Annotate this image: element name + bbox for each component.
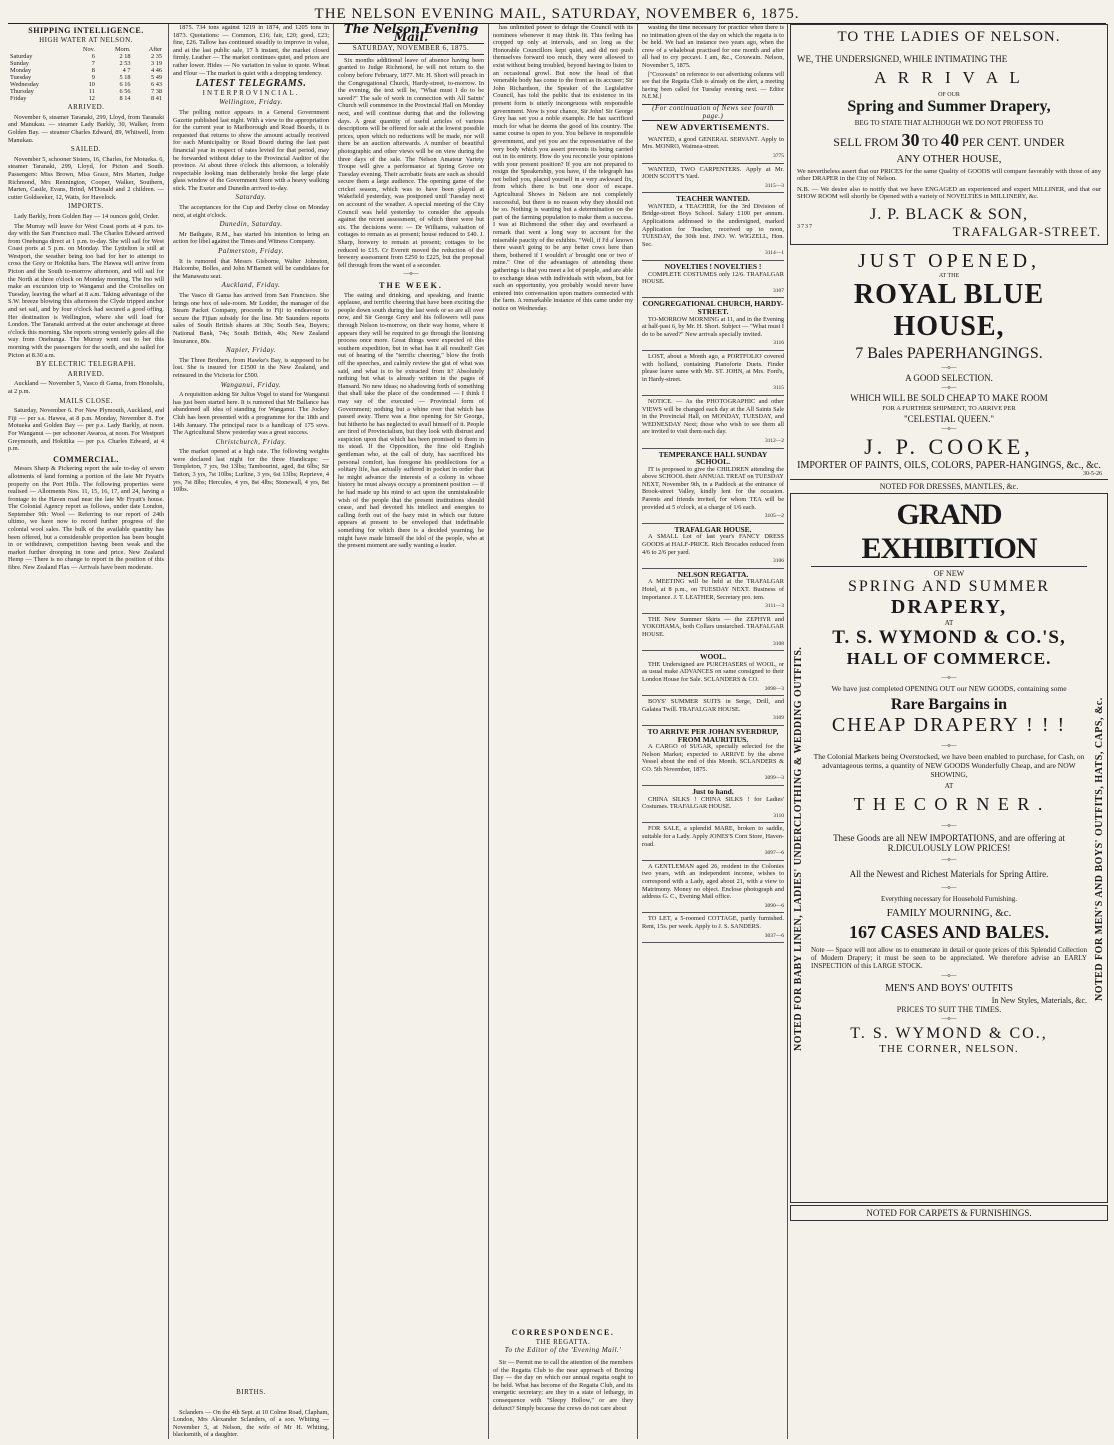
ad-code: 3115—3 xyxy=(764,182,784,189)
ad-text: CHINA SILKS ! CHINA SILKS ! for Ladies' Costumes. TRAFALGAR HOUSE. xyxy=(642,795,784,811)
further-shipment-text: FOR A FURTHER SHIPMENT, TO ARRIVE PER xyxy=(882,405,1016,412)
telegraph-text: Auckland — November 5, Vasco di Gama, from Honolulu, at 2 p.m. xyxy=(8,380,164,395)
ads-list xyxy=(642,134,784,943)
interprovincial-heading: INTERPROVINCIAL. xyxy=(202,88,300,97)
importations-text: These Goods are all NEW IMPORTATIONS, and are offering at R.DICULOUSLY LOW PRICES! xyxy=(833,833,1065,853)
tide-header: Morn. xyxy=(114,46,131,54)
column-rule xyxy=(488,24,489,1439)
ad-heading: CONGREGATIONAL CHURCH, HARDY-STREET. xyxy=(642,299,784,316)
classified-ad xyxy=(642,786,784,823)
ad-heading: WOOL. xyxy=(699,652,727,662)
newest-materials-text: All the Newest and Richest Materials for Spring Attire. xyxy=(849,869,1049,879)
telegram-text: The market opened at a high rate. The following weights were declared last night for the three Handicaps: — Templeton, 7 yrs, 9st 13lbs; Tambourini, aged, 8st 6lbs; Sir Tatton, 3 yrs, 7st 10lbs; Lurline, 3 yrs, 6st 13lbs; Reprieve, 4 yrs, 7st 8lbs; Hercules, 4 yrs, 8st 4lbs; Stonewall, 4 yrs, 8st 10lbs. xyxy=(173,448,329,494)
hall-of-commerce-text: HALL OF COMMERCE. xyxy=(846,649,1052,668)
tide-row xyxy=(8,88,164,95)
tide-cell: 6 43 xyxy=(150,81,162,89)
masthead: THE NELSON EVENING MAIL, SATURDAY, NOVEMBER 6, 1875. xyxy=(314,6,800,22)
ad-heading: NOVELTIES ! NOVELTIES ! xyxy=(664,262,762,272)
regatta-letter: Sir — Permit me to call the attention of the members of the Regatta Club to the near approach of Boxing Day — the day on which our annual regatta ought to be held. What has become of the Regatta Club, and its energetic secretary; are they in a state of lethargy, in consequence with "Sleepy Hollow," or are they defunct? Simply because the crews do not care about xyxy=(493,1359,633,1439)
editor-note: ["Coxswain" on reference to our advertising columns will see that the Regatta Club is already on the alert, a meeting having been called for Tuesday evening next. — Editor N.E.M.] xyxy=(642,71,784,101)
tide-cell: 4 7 xyxy=(122,67,131,75)
ad-code: 3115 xyxy=(773,385,784,392)
black-son-address: TRAFALGAR-STREET. xyxy=(952,224,1101,239)
tide-cell: 9 xyxy=(91,74,95,82)
dateline: Saturday. xyxy=(235,193,267,202)
commercial-text: Messrs Sharp & Pickering report the sale to-day of seven allotments of land forming a portion of the late Mr Fryatt's property on the Port Hills. The following properties were realised — Allotments Nos. 11, 15, 16, 17, and 24, having a frontage to the Haven road near the late Mr Fryatt's house. The Colonial Agency report as follows, under date London, September 9th: Wool — Referring to our report of 24th ultimo, we have now to record further progress of the colonial wool sales. The bulk of the available quantity has been offered, but a considerable proportion has been bought in or withdrawn, competition having been weak and the market further drooping in tone and price. New Zealand Hemp — There is no change to report in the position of this fibre. New Zealand Flax — Arrivals have been moderate. xyxy=(8,465,164,572)
ad-text: WANTED, a good GENERAL SERVANT. Apply to Mrs. MONRO, Waimea-street. xyxy=(642,135,784,151)
beg-text: BEG TO STATE THAT ALTHOUGH WE DO NOT PROFESS TO xyxy=(854,119,1044,127)
black-code: 3737 xyxy=(797,224,813,230)
ad-text: TO LET, a 5-roomed COTTAGE, partly furnished. Rent, 15s. per week. Apply to J. S. SANDERS. xyxy=(642,915,784,930)
sailed-text: November 5, schooner Sisters, 16, Charles, for Motueka. 6, steamer Taranaki, 299, Lloyd, for Picton and South. Passengers: Miss Brown, Miss Grace, Mrs Marten, Judge Richmond, Mrs Rennington, Cooper, Walker, Southern, Marten, Castle, Evans, Brind, M'Donald and 2 children. — cutter Goldseeker, 12, Watts, for Havelock. xyxy=(8,155,164,201)
sailed-heading: SAILED. xyxy=(70,145,102,154)
ad-text: BOYS' SUMMER SUITS in Serge, Drill, and Galatea Twill. TRAFALGAR HOUSE. xyxy=(642,698,784,713)
spring-drapery-text: Spring and Summer Drapery, xyxy=(847,98,1051,115)
cases-bales-text: 167 CASES AND BALES. xyxy=(848,922,1050,942)
ladies-heading: TO THE LADIES OF NELSON. xyxy=(837,29,1061,45)
bales-text: 7 Bales PAPERHANGINGS. xyxy=(855,345,1043,362)
tide-cell: 6 xyxy=(91,53,95,61)
right-advert-column xyxy=(790,24,1108,1439)
sold-cheap-text: WHICH WILL BE SOLD CHEAP TO MAKE ROOM xyxy=(850,393,1048,403)
tide-row xyxy=(8,81,164,88)
classified-ad xyxy=(642,861,784,914)
grand-exhibition-title: GRAND EXHIBITION xyxy=(811,498,1087,567)
mails-text: Saturday, November 6. For New Plymouth, Auckland, and Fiji — per s.s. Hawea, at 8 p.m. Monday, November 8. For Motueka and Golden Bay — per p.s. Lady Barkly, at noon. For Wanganui — per schooner Awaroa, at noon. For Westport Greymouth, and Hokitika — per p.s. Charles Edward, at 4 p.m. xyxy=(8,407,164,453)
space-note-text: Note — Space will not allow us to enumerate in detail or quote prices of this Splendid Collection of Modern Drapery; it must be seen to be appreciated. We therefore advise an EARLY INSPECTION of this LARGE STOCK. xyxy=(811,946,1087,970)
column-rule xyxy=(168,24,169,1439)
at2-text: AT xyxy=(944,782,954,790)
tide-cell: 5 18 xyxy=(119,74,131,82)
ad-heading: TEMPERANCE HALL SUNDAY SCHOOL. xyxy=(658,449,768,467)
dateline: Auckland, Friday. xyxy=(221,281,281,290)
tide-header: After xyxy=(148,46,162,54)
classified-ad xyxy=(642,449,784,524)
the-corner-text: T H E C O R N E R . xyxy=(853,794,1045,814)
ad-code: 3110 xyxy=(773,812,784,819)
ad-code: 3114—1 xyxy=(764,250,784,257)
ad-heading: Just to hand. xyxy=(692,787,734,797)
importer-text: IMPORTER OF PAINTS, OILS, COLORS, PAPER-HANGINGS, &c., &c. xyxy=(797,460,1101,471)
black-son-name: J. P. BLACK & SON, xyxy=(869,206,1029,223)
tide-cell: 8 14 xyxy=(119,95,131,103)
corner-nelson-text: THE CORNER, NELSON. xyxy=(879,1043,1019,1055)
ad-code: 3111—3 xyxy=(765,603,784,610)
editorial-date: SATURDAY, NOVEMBER 6, 1875. xyxy=(338,43,484,55)
noted-dresses-text: NOTED FOR DRESSES, MANTLES, &c. xyxy=(879,482,1019,491)
new-ads-heading: NEW ADVERTISEMENTS. xyxy=(656,122,770,133)
dateline: Christchurch, Friday. xyxy=(215,437,287,446)
ad-text: A GENTLEMAN aged 26, resident in the Colonies two years, with an independent income, wishes to correspond with a Lady, aged about 21, with a view to Matrimony. Money no object. Enclose photograph and address G. C., Evening Mail office. xyxy=(642,862,784,901)
celestial-queen-text: "CELESTIAL QUEEN." xyxy=(904,414,994,424)
arrival-text: A R R I V A L xyxy=(874,68,1024,87)
regatta-to-editor: To the Editor of the 'Evening Mail.' xyxy=(493,1347,633,1355)
column-telegrams xyxy=(173,24,329,1439)
classified-ad xyxy=(642,524,784,569)
ad-code: 3108 xyxy=(773,640,784,647)
telegram-text: The polling notice appears in a General Government Gazette published last night. With a view to the appropriation for the current year to Marlborough and Road Boards, it is requested that returns to show the amount actually received for each Municipality or Road Board during the last past financial year in respect of rates levied for that period, may be forwarded without delay to the Provincial Auditor of the province. At about three o'clock this afternoon, a tolerably respectable looking man deliberately broke the large plate glass window of the Government Store with a heavy walking stick. The Exeter and Dunedin arrived to-day. xyxy=(173,108,329,192)
tide-cell: Tuesday xyxy=(10,74,32,82)
tide-row xyxy=(8,74,164,81)
correspondence-heading: CORRESPONDENCE. xyxy=(493,1329,633,1337)
mourning-text: FAMILY MOURNING, &c. xyxy=(886,907,1012,919)
tide-cell: 8 41 xyxy=(150,95,162,103)
column-shipping xyxy=(8,24,164,1439)
dateline: Dunedin, Saturday. xyxy=(219,220,283,229)
classified-ad xyxy=(642,396,784,449)
column-new-advertisements xyxy=(642,24,784,1439)
good-selection-text: A GOOD SELECTION. xyxy=(905,373,993,383)
tide-header: Nov. xyxy=(82,46,95,54)
tide-cell: 3 19 xyxy=(150,60,162,68)
ad-heading: NELSON REGATTA. xyxy=(677,569,749,579)
wymond-name-footer: T. S. WYMOND & CO., xyxy=(850,1025,1048,1042)
nb-text: N.B. — We desire also to notify that we have ENGAGED an experienced and expert MILLINER, and that our SHOW ROOM will shortly be Opened with a variety of NOVELTIES in MILLINERY, &c. xyxy=(797,186,1101,200)
ad-heading: TRAFALGAR HOUSE. xyxy=(674,524,752,534)
classified-ad xyxy=(642,134,784,164)
arrived-text: November 6, steamer Taranaki, 299, Lloyd, from Taranaki and Manukau. — steamer Lady Barkly, 30, Walker, from Golden Bay. — steamer Charles Edward, 89, Whitwell, from Manukau. xyxy=(8,113,164,144)
tide-cell: 8 xyxy=(91,67,95,75)
mails-heading: MAILS CLOSE. xyxy=(59,396,113,405)
telegraph-subheading: ARRIVED. xyxy=(67,369,105,378)
editorial-text: Six months additional leave of absence having been granted to Judge Richmond, he will not return to the colony before February, 1877. Mr. H. Short will preach in the Congregational Church, Hardy-street, to-morrow. In the evening, the text will be, "What must I do to be saved?" The sale of work in connection with All Saints' Church will commence in the Provincial Hall on Monday next, and will continue during that and the following days. A great quantity of useful articles of various descriptions will be offered for sale at the lowest possible prices, upon which no reductions will be made, nor will there be an auction afterwards. A number of beautiful photographic and other views will be on view during the three days of the sale. The Nelson Amateur Variety Troupe will give a performance at Spring Grove on Tuesday evening. Their acrobatic feats are such as should secure them a large audience. The opening game of the cricket season, which was to have been played at Wakefield yesterday, was postponed until Tuesday next on account of the weather. A special meeting of the City Council was held yesterday to consider the appeals against the recent assessment, of which there were but six. The decisions were: — Dr Williams, valuation of cottages to remain as at present; house reduced to £40. J. Sharp, brewery to remain at present; cottages to be reduced to £15. Cr Everett moved the reduction of the brewery assessment from £250 to £225, but the proposal fell through from the want of a seconder. xyxy=(338,56,484,269)
ad-text: A MEETING will be held at the TRAFALGAR Hotel, at 8 p.m., on TUESDAY NEXT. Business of importance. J. T. LEATHER, Secretary pro. tem. xyxy=(642,578,784,601)
classified-ad xyxy=(642,913,784,943)
ad-code: 3090—6 xyxy=(764,902,784,909)
tide-cell: 2 35 xyxy=(150,53,162,61)
classified-ad xyxy=(642,614,784,651)
column-rule xyxy=(333,24,334,1439)
tide-cell: 6 16 xyxy=(119,81,131,89)
just-opened-text: JUST OPENED, xyxy=(857,250,1041,272)
telegram-text: The Three Brothers, from Hawke's Bay, is supposed to be lost. She is insured for £1500 in the New Zealand, and reinsured in the Victoria for £500. xyxy=(173,356,329,379)
ad-heading: TEACHER WANTED. xyxy=(676,194,750,204)
tide-cell: 5 49 xyxy=(150,74,162,82)
sell-from-text: SELL FROM xyxy=(833,135,899,149)
column-editorial: The Nelson Evening Mail. SATURDAY, NOVEMBER 6, 1875. Six months additional leave of absence having been granted to Judge Richmond, he will not return to the colony before February, 1877. Mr. H. Short will preach in the Congregational Church, Hardy-street, to-morrow. In the evening, the text will be, "What must I do to be saved?" The sale of work in connection with All Saints' Church will commence in the Provincial Hall on Monday next, and will continue during that and the following days. A great quantity of useful articles of various descriptions will be offered for sale at the lowest possible prices, upon which no reductions will be made, nor will there be an auction afterwards. A number of beautiful photographic and other views will be on view during the three days of the sale. The Nelson Amateur Variety Troupe will give a performance at Spring Grove on Tuesday evening. Their acrobatic feats are such as should secure them a large audience. The opening game of the cricket season, which was to have been played at Wakefield yesterday, was postponed until Tuesday next on account of the weather. A special meeting of the City Council was held yesterday to consider the appeals against the recent assessment, of which there were but six. The decisions were: — Dr Williams, valuation of cottages to remain as at present; house reduced to £40. J. Sharp, brewery to remain at present; cottages to be reduced to £15. Cr Everett moved the reduction of the brewery assessment from £250 to £225, but the proposal fell through from the want of a seconder. —o— THE WEEK. The eating and drinking, and speaking, and frantic applause, and terrific cheering that have been exciting the people down south during the last week or so are all over now, and Sir George Grey and his followers will pass through Nelson to-morrow, on their way home, where it appears they will be required to go through the lionising process once more. Great things were expected of this southern expedition, but in what has it all resulted? Get out of hearing of the "terrific cheering," blow the froth off the speeches, and calmly review the gist of what was said, and what is to be extracted from it? Absolutely nothing but what is already written in the pages of Hansard. No new ideas; no shadowing forth of something that shall take the place of the condemned — I think I may say of the executed — Provincial form of Government; nothing but a whine over that which has passed away. There was a fine opening for Sir George, but hitherto he has neglected to avail himself of it. People are tired of Provincialism, but they look with distrust and suspicion upon that which has been promised to them in its stead. If the Opposition, the fine old English gentleman who, at the call of duty, has sacrificed his personal comfort, has foregone his predilections for a solitary life, has actually suffered in pocket in order that he might advance the interests of a colony in whose history he must always occupy a prominent position — if he had made up his mind to act upon the unmistakeable wish of the people that the present institutions should cease, and had devoted his intellect and energies to calling forth out of the hazy mist in which our future appears at present to be enveloped that indefinable something for which there is a decided yearning, he might have made himself the idol of the people, who at the present moment are sadly wanting a leader. xyxy=(338,24,484,550)
ad-text: A SMALL Lot of last year's FANCY DRESS GOODS at HALF-PRICE. Rich Brocades reduced from 4/6 to 2/6 per yard. xyxy=(642,533,784,556)
rare-bargains-text: Rare Bargains in xyxy=(890,696,1008,713)
of-our-text: OF OUR xyxy=(938,92,960,98)
tide-cell: 2 18 xyxy=(119,53,131,61)
tide-cell: 2 53 xyxy=(119,60,131,68)
ad-text: FOR SALE, a splendid MARE, broken to saddle, suitable for a Lady. Apply JONES'S Corn Store, Haven-road. xyxy=(642,825,784,848)
drapery-text: DRAPERY, xyxy=(890,596,1008,618)
ad-code: 3099—3 xyxy=(764,775,784,782)
ad-code: 3106 xyxy=(773,558,784,565)
at-text: AT xyxy=(944,619,954,627)
telegram-text: The Vasco di Gama has arrived from San Francisco. She brings one box of sale-room. Mr Lodder, the manager of the Steam Packet Company, proceeds to Fiji to endeavour to secure the Fijian subsidy for the line. Mr Saunders reports sales of South British shares at 30s; South Sea, Buyers; National Bank, 74s; South British, 40s; New Zealand Insurance, 80s. xyxy=(173,292,329,345)
cooke-name: J. P. COOKE, xyxy=(864,434,1034,459)
tide-row xyxy=(8,67,164,74)
noted-carpets-text: NOTED FOR CARPETS & FURNISHINGS. xyxy=(790,1205,1108,1221)
telegram-text: A requisition asking Sir Julius Vogel to stand for Wanganui has just been started here. It is rumored that Mr Ballance has abandoned all idea of standing for Wanganui. The Jockey Club has been presented with a programme for the 18th and 14th January. The principal race is a handicap of 175 sovs. The Agricultural Show yesterday was a great success. xyxy=(173,391,329,437)
any-other-text: ANY OTHER HOUSE, xyxy=(896,153,1002,165)
tide-cell: 7 xyxy=(91,60,95,68)
ad-code: 3037—6 xyxy=(764,932,784,939)
classified-ad xyxy=(642,651,784,696)
ad-code: 3109 xyxy=(773,715,784,722)
tide-cell: 4 46 xyxy=(150,67,162,75)
regatta-heading: THE REGATTA. xyxy=(493,1339,633,1347)
classified-ad xyxy=(642,696,784,726)
ad-text: IT is proposed to give the CHILDREN attending the above SCHOOL their ANNUAL TREAT on TUESDAY NEXT, November 9th, in a Paddock at the entrance of Brook-street Valley, kindly lent for the occasion. Parents and friends invited, for whom TEA will be provided at 5 o'clock, at a charge of 1/6 each. xyxy=(642,465,784,511)
week-heading: THE WEEK. xyxy=(379,281,443,290)
tide-cell: Wednesday xyxy=(10,81,39,89)
household-text: Everything necessary for Household Furnishing. xyxy=(881,895,1017,903)
ad-text: COMPLETE COSTUMES only 12/6. TRAFALGAR HOUSE. xyxy=(642,270,784,286)
percent-text: PER CENT. UNDER xyxy=(962,135,1065,149)
tide-row xyxy=(8,53,164,60)
imports-heading: IMPORTS. xyxy=(68,202,104,211)
of-new-text: OF NEW xyxy=(933,569,965,578)
tide-cell: 11 xyxy=(88,88,95,96)
vertical-text-right: NOTED FOR MEN'S AND BOYS' OUTFITS, HATS, CAPS, &c. xyxy=(1094,697,1105,1001)
classified-ad xyxy=(642,261,784,298)
column-rule xyxy=(637,24,638,1439)
tide-cell: Sunday xyxy=(10,60,29,68)
ad-text: A CARGO of SUGAR, specially selected for the Nelson Market; expected to ARRIVE by the above Vessel about the end of this Month. SCLANDERS & CO. 5th November, 1875. xyxy=(642,743,784,773)
tide-cell: 7 38 xyxy=(150,88,162,96)
ad-text: LOST, about a Month ago, a PORTFOLIO covered with holland, containing Pianoforte Duets. Finder please leave same with Mr. ST. JOHN, at Mrs. Ford's, in Hardy-street. xyxy=(642,352,784,383)
ad-text: TO-MORROW MORNING at 11, and in the Evening at half-past 6, by Mr. H. Short. Subject — "What must I do to be saved?" New arrivals specially invited. xyxy=(642,315,784,338)
classified-ad xyxy=(642,823,784,860)
spring-summer-text: SPRING AND SUMMER xyxy=(847,578,1051,595)
ad-text: NOTICE. — As the PHOTOGRAPHIC and other VIEWS will be changed each day at the All Saints Sale in the Provincial Hall, on MONDAY, TUESDAY, and WEDNESDAY Next; those who wish to see them all are invited to visit them each day. xyxy=(642,397,784,436)
paper-title: The Nelson Evening Mail. xyxy=(343,24,479,44)
ad-text: WANTED, a TEACHER, for the 3rd Division of Bridge-street Boys School. Salary £100 per annum. Applications addressed to the undersigned, marked Application for Teacher, received up to noon, TUESDAY, the 30th inst. JNO. W. WIGZELL, Hon. Sec. xyxy=(642,202,784,248)
classified-ad xyxy=(642,193,784,261)
tide-cell: 12 xyxy=(88,95,95,103)
thirty-number: 30 xyxy=(901,130,920,150)
dateline: Palmerston, Friday. xyxy=(218,247,284,256)
nevertheless-text: We nevertheless assert that our PRICES for the same Quality of GOODS will compare favorably with those of any other DRAPER in the City of Nelson. xyxy=(797,168,1101,182)
classified-ad xyxy=(642,569,784,614)
arrived-heading: ARRIVED. xyxy=(67,103,105,112)
market-text: 1875. 734 tons against 1219 in 1874, and 1205 tons in 1873. Quotations: — Common, £16; fair, £20; good, £23; fine, £26. Tallow has continued steadily to improve in value, and at the last public sale, 17 h instant, the market closed firmly. Leather — The market continues quiet, and prices are rather lower. Hides — No variation in value to quote. Wheat and Flour — The market is quiet with a dropping tendency. xyxy=(173,24,329,77)
telegram-text: The acceptances for the Cup and Derby close on Monday next, at eight o'clock. xyxy=(173,204,329,219)
dateline: Wellington, Friday. xyxy=(219,98,283,107)
cheap-drapery-text: CHEAP DRAPERY ! ! ! xyxy=(831,714,1067,736)
telegram-text: Mr Bathgate, R.M., has started his intention to bring an action for libel against the Times and Witness Company. xyxy=(173,230,329,246)
column-week-continued xyxy=(493,24,633,1439)
tide-heading: HIGH WATER AT NELSON. xyxy=(39,35,133,44)
royal-blue-house-advert: JUST OPENED, AT THE ROYAL BLUE HOUSE, 7 Bales PAPERHANGINGS. —o— A GOOD SELECTION. —o— WHICH WILL BE SOLD CHEAP TO MAKE ROOM FOR A FURTHER SHIPMENT, TO ARRIVE PER "CELESTIAL QUEEN." —o— J. P. COOKE, IMPORTER OF PAINTS, OILS, COLORS, PAPER-HANGINGS, &c., &c. 30-5-26 xyxy=(790,248,1108,480)
telegraph-heading: BY ELECTRIC TELEGRAPH. xyxy=(36,360,136,369)
ad-text: THE New Summer Skirts — the ZEPHYR and YOKOHAMA, both Collars unstarched. TRAFALGAR HOUSE. xyxy=(642,615,784,638)
commercial-heading: COMMERCIAL. xyxy=(53,454,119,464)
tide-header-row xyxy=(8,46,164,53)
forty-number: 40 xyxy=(941,130,960,150)
tide-cell: Friday xyxy=(10,95,27,103)
royal-blue-house-title: ROYAL BLUE HOUSE, xyxy=(853,279,1045,342)
classified-ad xyxy=(642,726,784,786)
letter-end-text: wasting the time necessary for practice when there is no intimation given of the day on which the regatta is to be held. We had an instance two years ago, when the crew of a whaleboat practised for one month and after all had to cry peccavi. I am, &c., Coxswain. Nelson, November 5, 1875. xyxy=(642,24,784,69)
new-styles-text: In New Styles, Materials, &c. xyxy=(991,996,1087,1005)
ad-code: 3107 xyxy=(773,287,784,294)
births-heading: BIRTHS. xyxy=(236,1388,266,1397)
vertical-text-left: NOTED FOR BABY LINEN, LADIES' UNDERCLOTHING & WEDDING OUTFITS. xyxy=(793,646,804,1052)
ad-code: 3105—2 xyxy=(764,513,784,520)
classified-ad xyxy=(642,298,784,351)
classified-ad xyxy=(642,164,784,194)
classified-ad xyxy=(642,351,784,396)
ad-code: 3775 xyxy=(773,152,784,159)
telegrams-heading: LATEST TELEGRAMS. xyxy=(195,78,307,90)
dateline: Wanganui, Friday. xyxy=(220,380,282,389)
wymond-body: GRAND EXHIBITION OF NEW SPRING AND SUMMER DRAPERY, AT T. S. WYMOND & CO.'S, HALL OF COMMERCE. —o— We have just completed OPENING OUT our NEW GOODS, containing some Rare Bargains in CHEAP DRAPERY ! ! ! —o— The Colonial Markets being Overstocked, we have been enabled to purchase, for Cash, on advantageous terms, a quantity of NEW GOODS Wonderfully Cheap, and are NOW SHOWING, AT T H E C O R N E R . —o— These Goods are all NEW IMPORTATIONS, and are offering at R.DICULOUSLY LOW PRICES! —o— All the Newest and Richest Materials for Spring Attire. —o— Everything necessary for Household Furnishing. FAMILY MOURNING, &c. 167 CASES AND BALES. Note — Space will not allow us to enumerate in detail or quote prices of this Splendid Collection of Modern Drapery; it must be seen to be appreciated. We therefore advise an EARLY INSPECTION of this LARGE STOCK. —o— MEN'S AND BOYS' OUTFITS In New Styles, Materials, &c. PRICES TO SUIT THE TIMES. —o— T. S. WYMOND & CO., THE CORNER, NELSON. xyxy=(811,498,1087,1055)
completed-text: We have just completed OPENING OUT our NEW GOODS, containing some xyxy=(831,684,1067,693)
at-the-text: AT THE xyxy=(938,273,960,279)
ad-heading: TO ARRIVE PER JOHAN SVERDRUP, FROM MAURITIUS. xyxy=(647,726,779,744)
black-son-advert xyxy=(790,24,1108,245)
sell-from-line xyxy=(797,130,1101,151)
ad-text: WANTED, TWO CARPENTERS. Apply at Mr. JOHN SCOTT'S Yard. xyxy=(642,165,784,181)
wymond-advert xyxy=(790,493,1108,1203)
colonial-markets-text: The Colonial Markets being Overstocked, we have been enabled to purchase, for Cash, on advantageous terms, a quantity of NEW GOODS Wonderfully Cheap, and are NOW SHOWING, xyxy=(813,752,1085,779)
to-text: TO xyxy=(922,135,939,149)
outfits-text: MEN'S AND BOYS' OUTFITS xyxy=(885,983,1013,994)
ad-code: 3098—3 xyxy=(764,685,784,692)
dateline: Napier, Friday. xyxy=(225,346,277,355)
tide-row xyxy=(8,95,164,102)
column-rule xyxy=(787,24,788,1439)
shipping-news: The Murray will leave for West Coast ports at 4 p.m. to-day with the San Francisco mail. The Charles Edward arrived from Onehunga direct at 1 p.m. to-day. She will sail for West Coast ports at 5 p.m. on Monday. The Lyttelton is still at Westport, the weather being too bad for her to attempt to cross the Grey or Hokitika bars. The Hawea will arrive from Picton and the South to-morrow afternoon, and will sail for the North at three o'clock on Monday morning. The Ino will make an excursion trip to Wanganui and the Croixelles on Tuesday, leaving the wharf at 8 a.m. Taking advantage of the S.W. breeze blowing this afternoon the Clyde tripped anchor and set sail, and by four o'clock had secured a good offing. Her destination is Wellington, where she will load for London. The Taranaki arrived at the outer anchorage at three o'clock this morning. She reports strong westerly gales all the way from Onehunga. The Murray went out to her this morning with the passengers for the south, and she sailed for Picton at 8.30 a.m. xyxy=(8,222,164,359)
prices-suit-text: PRICES TO SUIT THE TIMES. xyxy=(896,1005,1002,1014)
intimating-text: WE, THE UNDERSIGNED, WHILE INTIMATING THE xyxy=(797,54,1008,64)
week-continued-text: has unlimited power to deluge the Council with its nominees whenever it may think fit. This feeling has cropped up only at intervals, and so long as the Honorable Councillors kept quiet, and did not push themselves forward too much, they were allowed to exist without being troubled, beyond having to listen to an occasional growl. But now the head of that venerable body has come to the front as its accuser; Sir John Richardson, the Speaker of the Legislative Council, has told the public that its existence in its present form is utterly incongruous with responsible government. Now is your chance, Sir John! Sir George Grey has set you a noble example. He has sacrificed much for what he deems the good of his country. The same course is open to you. You believe in responsible government, and yet you are the representative of the very body which you assert prevents its being carried out in its entirety. How do you reconcile your opinions with your present position? If you are not prepared to resign the Speakership, you have, if the telegraph has not belied you, placed yourself in a very awkward fix, from which there is but one door of escape. Agricultural Shows in Nelson are not completely successful, but there is no reason why they should not be so. Nothing is wanting but a determination on the part of the farming population to make them a success. I was at Richmond the other day and overheard a remark that went a long way to account for the miserable paucity of the exhibits. "Well, if I'd a' known there wasn't going to be any better cows here than them, bothered if I wouldn't a' brought one or two o' mine." One of the advantages of attending these gatherings is that you meet a lot of people, and are able to exchange ideas with individuals with whom, but for such an opportunity, you probably would never have entered into conversation upon matters connected with the farm. A remarkable instance of this came under my notice on Wednesday. xyxy=(493,24,633,312)
ad-text: THE Undersigned are PURCHASERS of WOOL, or as usual make ADVANCES on same consigned to their London House for Sale. SCLANDERS & CO. xyxy=(642,660,784,683)
cooke-code: 30-5-26 xyxy=(1083,471,1102,477)
tide-row xyxy=(8,60,164,67)
tide-table xyxy=(8,46,164,102)
continuation-note: (For continuation of News see fourth page.) xyxy=(642,104,784,121)
tide-cell: 10 xyxy=(88,81,95,89)
telegram-text: It is rumored that Messrs Gisborne, Walter Johnston, Halcombe, Bolles, and John M'Barnett will be candidates for the Manawatu seat. xyxy=(173,257,329,280)
wymond-name: T. S. WYMOND & CO.'S, xyxy=(832,627,1066,648)
tide-header xyxy=(8,46,68,53)
ad-code: 3116 xyxy=(773,340,784,347)
tide-cell: 6 56 xyxy=(119,88,131,96)
tide-cell: Monday xyxy=(10,67,31,75)
imports-text: Lady Barkly, from Golden Bay — 14 ounces gold, Order. xyxy=(14,212,160,220)
week-text: The eating and drinking, and speaking, and frantic applause, and terrific cheering that have been exciting the people down south during the last week or so are all over now, and Sir George Grey and his followers will pass through Nelson to-morrow, on their way home, where it appears they will be required to go through the lionising process once more. Great things were expected of this southern expedition, but in what has it all resulted? Get out of hearing of the "terrific cheering," blow the froth off the speeches, and calmly review the gist of what was said, and what is to be extracted from it? Absolutely nothing but what is already written in the pages of Hansard. No new ideas; no shadowing forth of something that shall take the place of the condemned — I think I may say of the executed — Provincial form of Government; nothing but a whine over that which has passed away. There was a fine opening for Sir George, but hitherto he has neglected to avail himself of it. People are tired of Provincialism, but they look with distrust and suspicion upon that which has been promised to them in its stead. If the Opposition, the fine old English gentleman who, at the call of duty, has sacrificed his personal comfort, has foregone his predilections for a solitary life, has actually suffered in pocket in order that he might advance the interests of a colony in whose history he must always occupy a prominent position — if he had made up his mind to act upon the unmistakeable wish of the people that the present institutions should cease, and had devoted his intellect and energies to calling forth out of the hazy mist in which our future appears at present to be enveloped that indefinable something for which there is a decided yearning, he might have made himself the idol of the people, who at the present moment are sadly wanting a leader. xyxy=(338,291,484,550)
shipping-heading: SHIPPING INTELLIGENCE. xyxy=(28,26,144,35)
births-text: Sclanders — On the 4th Sept. at 10 Colme Road, Clapham, London, Mrs Alexander Sclanders, of a son. Whiting — November 5, at Nelson, the wife of Mr H. Whiting, blacksmith, of a daughter. xyxy=(173,1408,329,1439)
ad-code: 3097—6 xyxy=(764,850,784,857)
tide-cell: Saturday xyxy=(10,53,33,61)
tide-cell: Thursday xyxy=(10,88,34,96)
ad-code: 3112—2 xyxy=(764,437,784,444)
